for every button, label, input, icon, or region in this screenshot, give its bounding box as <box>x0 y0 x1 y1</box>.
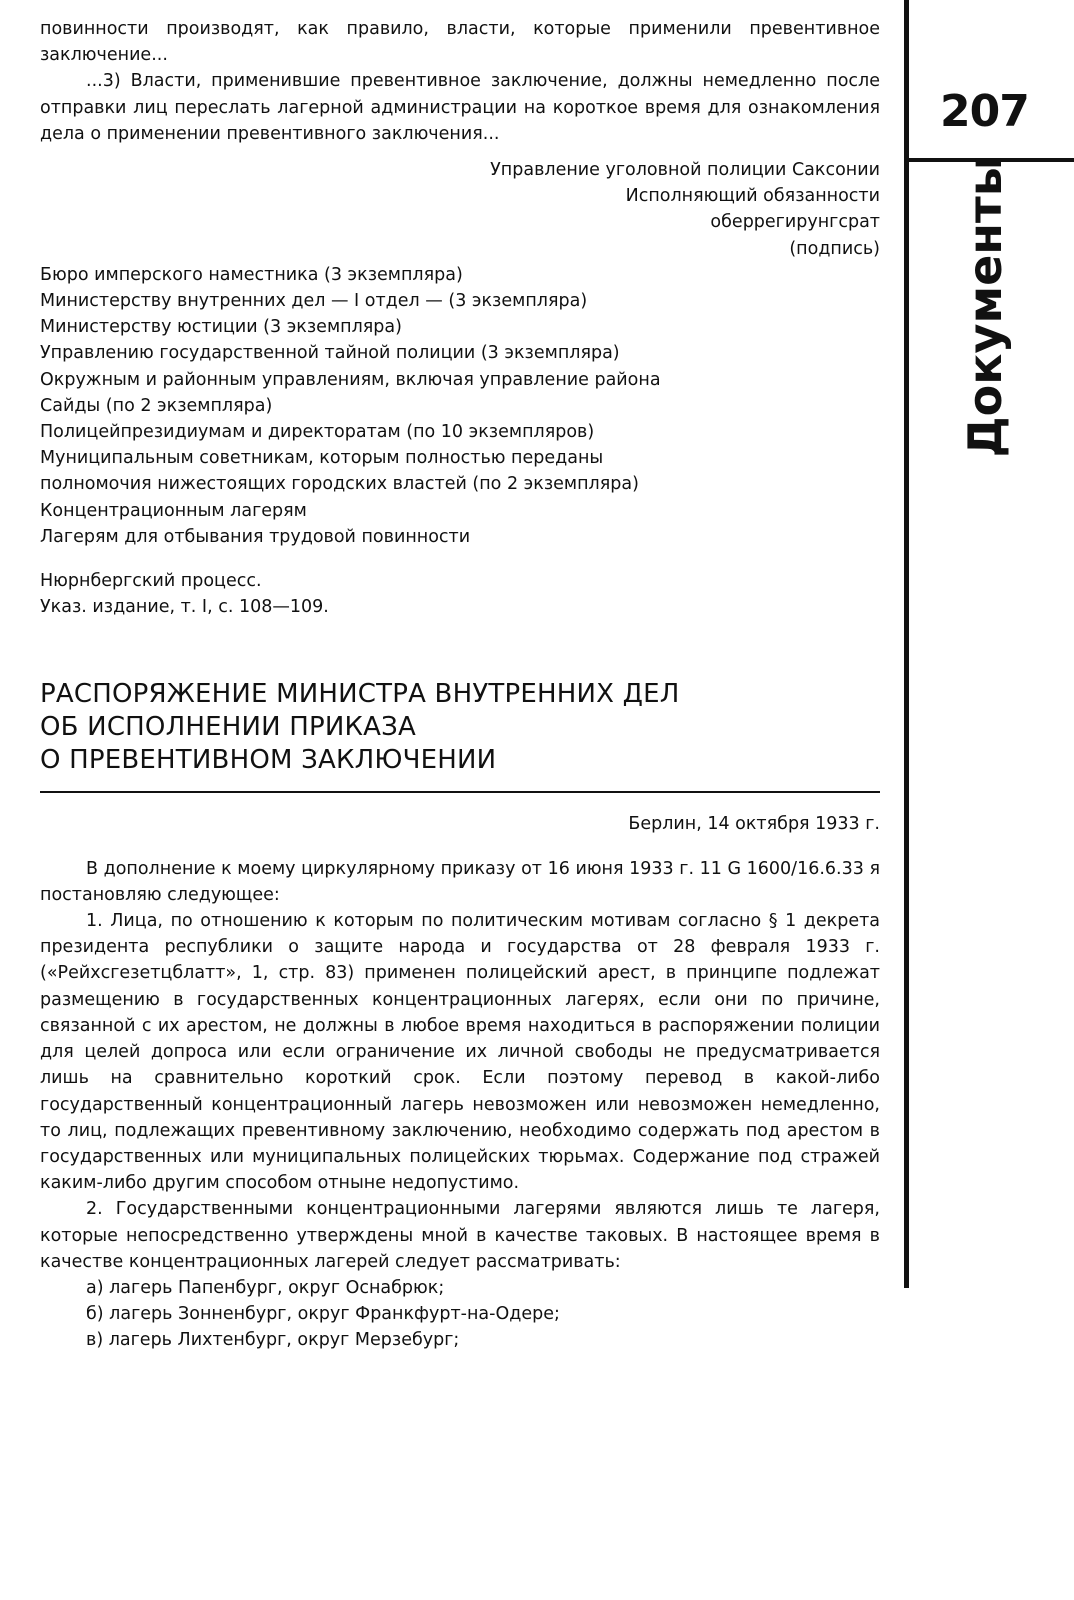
title-divider <box>40 791 880 793</box>
camp-list-item: б) лагерь Зонненбург, округ Франкфурт-на-Одере; <box>86 1304 560 1325</box>
distribution-line: Министерству юстиции (3 экземпляра) <box>40 317 402 338</box>
distribution-line: Управлению государственной тайной полиции (3 экземпляра) <box>40 343 620 364</box>
intro-paragraph: повинности производят, как правило, власти, которые применили превентивное заключение... <box>40 19 880 66</box>
distribution-list <box>40 262 880 550</box>
distribution-line: Сайды (по 2 экземпляра) <box>40 395 273 416</box>
source-line: Указ. издание, т. I, с. 108—109. <box>40 597 329 618</box>
page-number: 207 <box>940 86 1029 137</box>
title-line: ОБ ИСПОЛНЕНИИ ПРИКАЗА <box>40 712 417 743</box>
section-label: Документы <box>958 154 1012 458</box>
distribution-line: Полицейпрезидиумам и директоратам (по 10 экземпляров) <box>40 422 595 443</box>
body-paragraph: В дополнение к моему циркулярному приказу от 16 июня 1933 г. 11 G 1600/16.6.33 я постановляю следующее: <box>40 858 880 905</box>
distribution-line: Министерству внутренних дел — I отдел — (3 экземпляра) <box>40 291 588 312</box>
signature-line: (подпись) <box>789 238 880 259</box>
place-date: Берлин, 14 октября 1933 г. <box>628 814 880 835</box>
distribution-line: полномочия нижестоящих городских властей (по 2 экземпляра) <box>40 474 639 495</box>
camp-list-item: а) лагерь Папенбург, округ Оснабрюк; <box>86 1277 445 1298</box>
page-text <box>40 16 880 1354</box>
margin-vertical-rule <box>904 0 909 1288</box>
distribution-line: Концентрационным лагерям <box>40 500 307 521</box>
camp-list-item: в) лагерь Лихтенбург, округ Мерзебург; <box>86 1330 460 1351</box>
camp-list <box>40 1275 880 1354</box>
title-line: РАСПОРЯЖЕНИЕ МИНИСТРА ВНУТРЕННИХ ДЕЛ <box>40 679 680 710</box>
source-citation <box>40 568 880 620</box>
body-paragraph: 2. Государственными концентрационными лагерями являются лишь те лагеря, которые непосредственно утверждены мной в качестве таковых. В настоящее время в качестве концентрационных лагерей следует рассматривать: <box>40 1199 880 1272</box>
signature-line: оберрегирунгсрат <box>710 212 880 233</box>
document-title <box>40 678 880 777</box>
title-line: О ПРЕВЕНТИВНОМ ЗАКЛЮЧЕНИИ <box>40 745 497 776</box>
signature-line: Исполняющий обязанности <box>625 186 880 207</box>
source-line: Нюрнбергский процесс. <box>40 571 262 592</box>
distribution-line: Муниципальным советникам, которым полностью переданы <box>40 448 604 469</box>
point-3-paragraph: ...3) Власти, применившие превентивное заключение, должны немедленно после отправки лиц переслать лагерной администрации на короткое время для ознакомления дела о применении превентивного заключения... <box>40 71 880 144</box>
signature-line: Управление уголовной полиции Саксонии <box>490 160 880 181</box>
distribution-line: Бюро имперского наместника (3 экземпляра) <box>40 264 463 285</box>
signature-block <box>40 157 880 262</box>
body-paragraph: 1. Лица, по отношению к которым по политическим мотивам согласно § 1 декрета президента республики о защите народа и государства от 28 февраля 1933 г. («Рейхсгезетцблатт», 1, стр. 83) применен полицейский арест, в принципе подлежат размещению в государственных концентрационных лагерях, если они по причине, связанной с их арестом, не должны в любое время находиться в распоряжении полиции для целей допроса или если ограничение их личной свободы не предусматривается лишь на сравнительно короткий срок. Если поэтому перевод в какой-либо государственный концентрационный лагерь невозможен или невозможен немедленно, то лиц, подлежащих превентивному заключению, необходимо содержать под арестом в государственных или муниципальных полицейских тюрьмах. Содержание под стражей каким-либо другим способом отныне недопустимо. <box>40 911 880 1194</box>
distribution-line: Лагерям для отбывания трудовой повинности <box>40 526 471 547</box>
distribution-line: Окружным и районным управлениям, включая управление района <box>40 369 661 390</box>
